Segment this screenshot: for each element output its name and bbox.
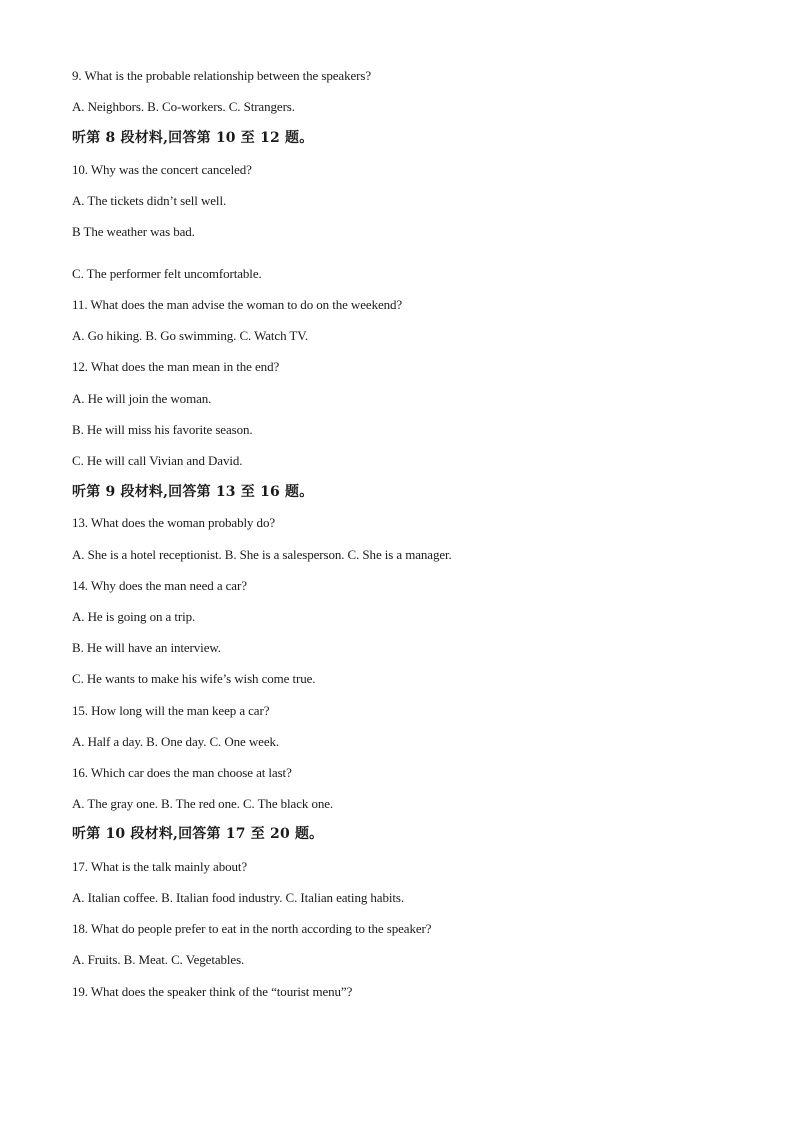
option-10c: C. The performer felt uncomfortable. [72, 266, 262, 281]
question-10: 10. Why was the concert canceled? [72, 162, 252, 177]
question-19: 19. What does the speaker think of the “tourist menu”? [72, 984, 353, 999]
options-11: A. Go hiking. B. Go swimming. C. Watch TV. [72, 328, 308, 343]
option-14a: A. He is going on a trip. [72, 609, 196, 624]
option-12c: C. He will call Vivian and David. [72, 453, 243, 468]
question-9: 9. What is the probable relationship between the speakers? [72, 68, 371, 83]
option-10a: A. The tickets didn’t sell well. [72, 193, 227, 208]
question-12: 12. What does the man mean in the end? [72, 359, 280, 374]
section-heading-8: 听第 8 段材料,回答第 10 至 12 题。 [72, 130, 314, 146]
question-17: 17. What is the talk mainly about? [72, 859, 248, 874]
question-14: 14. Why does the man need a car? [72, 578, 247, 593]
question-13: 13. What does the woman probably do? [72, 515, 276, 530]
option-14c: C. He wants to make his wife’s wish come true. [72, 671, 316, 686]
question-16: 16. Which car does the man choose at last? [72, 765, 292, 780]
options-17: A. Italian coffee. B. Italian food industry. C. Italian eating habits. [72, 890, 404, 905]
question-18: 18. What do people prefer to eat in the north according to the speaker? [72, 921, 432, 936]
option-12a: A. He will join the woman. [72, 391, 212, 406]
options-15: A. Half a day. B. One day. C. One week. [72, 734, 280, 749]
question-11: 11. What does the man advise the woman to do on the weekend? [72, 297, 403, 312]
options-18: A. Fruits. B. Meat. C. Vegetables. [72, 952, 245, 967]
options-13: A. She is a hotel receptionist. B. She is a salesperson. C. She is a manager. [72, 547, 452, 562]
option-14b: B. He will have an interview. [72, 640, 221, 655]
section-heading-10: 听第 10 段材料,回答第 17 至 20 题。 [72, 826, 324, 842]
options-9: A. Neighbors. B. Co-workers. C. Strangers. [72, 99, 295, 114]
option-12b: B. He will miss his favorite season. [72, 422, 253, 437]
section-heading-9: 听第 9 段材料,回答第 13 至 16 题。 [72, 484, 314, 500]
options-16: A. The gray one. B. The red one. C. The black one. [72, 796, 334, 811]
question-15: 15. How long will the man keep a car? [72, 703, 270, 718]
option-10b: B The weather was bad. [72, 224, 195, 239]
